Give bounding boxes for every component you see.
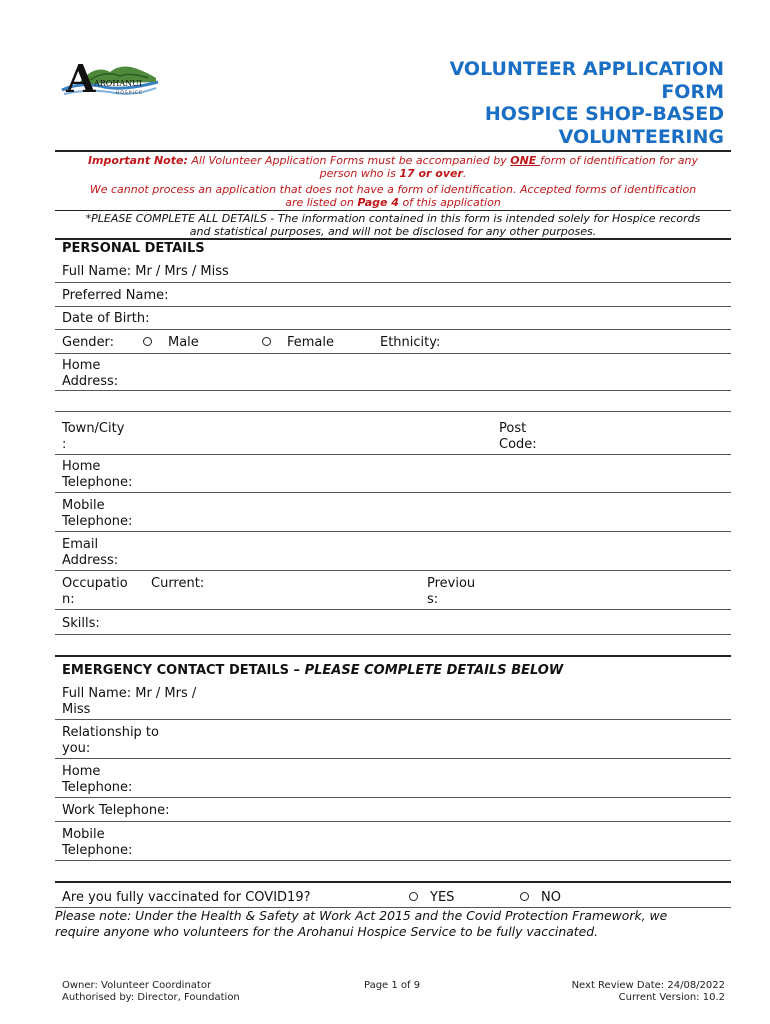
- gender-male-option[interactable]: Male: [143, 335, 199, 351]
- divider: [55, 655, 731, 657]
- work-telephone-label: Work Telephone:: [62, 803, 170, 818]
- email-address-field[interactable]: [55, 537, 731, 571]
- skills-label: Skills:: [62, 616, 100, 631]
- divider: [55, 881, 731, 883]
- covid-question: Are you fully vaccinated for COVID19?: [62, 890, 311, 905]
- emergency-contact-heading: EMERGENCY CONTACT DETAILS – PLEASE COMPLETE DETAILS BELOW: [62, 663, 564, 678]
- footer-page-number: Page 1 of 9: [364, 980, 421, 991]
- previous-occupation-label: Previou s:: [427, 576, 476, 607]
- dob-field[interactable]: [55, 311, 731, 330]
- relationship-field[interactable]: [55, 725, 731, 759]
- ethnicity-label: Ethnicity:: [380, 335, 441, 350]
- emergency-home-telephone-field[interactable]: [55, 764, 731, 798]
- town-city-label: Town/City :: [62, 421, 125, 452]
- id-note: We cannot process an application that does not have a form of identification. Accepted forms of identification are listed on Page 4 of this application: [89, 183, 697, 209]
- emergency-full-name-field[interactable]: [55, 686, 731, 720]
- preferred-name-field[interactable]: [55, 288, 731, 307]
- no-radio[interactable]: [520, 892, 529, 901]
- svg-text:A: A: [66, 56, 96, 100]
- divider: [55, 150, 731, 152]
- gender-label: Gender:: [62, 335, 115, 350]
- preferred-name-label: Preferred Name:: [62, 288, 169, 303]
- mobile-telephone-field[interactable]: [55, 498, 731, 532]
- footer-owner: Owner: Volunteer Coordinator Authorised by: Director, Foundation: [62, 980, 240, 1003]
- vaccination-note: Please note: Under the Health & Safety at Work Act 2015 and the Covid Protection Framework, we require anyone who volunteers for the Arohanui Hospice Service to be fully vaccinated.: [55, 908, 668, 939]
- gender-female-option[interactable]: Female: [262, 335, 334, 351]
- relationship-label: Relationship to you:: [62, 725, 159, 756]
- post-code-label: Post Code:: [499, 421, 537, 452]
- male-radio[interactable]: [143, 337, 152, 346]
- home-address-field[interactable]: [55, 358, 731, 391]
- mobile-telephone-label: Mobile Telephone:: [62, 498, 133, 529]
- svg-text:HOSPICE: HOSPICE: [116, 91, 143, 96]
- skills-field[interactable]: [55, 616, 731, 635]
- covid-no-option[interactable]: NO: [520, 890, 561, 906]
- dob-label: Date of Birth:: [62, 311, 150, 326]
- yes-radio[interactable]: [409, 892, 418, 901]
- home-address-label: Home Address:: [62, 358, 119, 389]
- divider: [55, 238, 731, 240]
- covid-yes-option[interactable]: YES: [409, 890, 454, 906]
- footer-version: Next Review Date: 24/08/2022 Current Version: 10.2: [571, 980, 725, 1003]
- occupation-label: Occupatio n:: [62, 576, 128, 607]
- home-telephone-label: Home Telephone:: [62, 459, 133, 490]
- important-note: Important Note: All Volunteer Application Forms must be accompanied by ONE form of identification for any person who is 17 or over.: [87, 154, 699, 180]
- gender-row: [55, 335, 731, 354]
- arohanui-hospice-logo: [60, 52, 160, 100]
- home-telephone-field[interactable]: [55, 459, 731, 493]
- emergency-mobile-telephone-label: Mobile Telephone:: [62, 827, 133, 858]
- covid-vaccination-row: [55, 890, 731, 908]
- form-title: VOLUNTEER APPLICATION FORM HOSPICE SHOP-BASED VOLUNTEERING: [449, 58, 724, 148]
- current-occupation-label: Current:: [151, 576, 205, 591]
- home-address-line-2[interactable]: [55, 392, 731, 412]
- emergency-mobile-telephone-field[interactable]: [55, 827, 731, 861]
- emergency-full-name-label: Full Name: Mr / Mrs / Miss: [62, 686, 197, 717]
- complete-details-note: *PLEASE COMPLETE ALL DETAILS - The information contained in this form is intended solely for Hospice records and statistical purposes, and will not be disclosed for any other purposes.: [85, 212, 701, 238]
- personal-details-heading: PERSONAL DETAILS: [62, 241, 205, 256]
- town-postcode-row[interactable]: [55, 421, 731, 455]
- full-name-field[interactable]: [55, 264, 731, 283]
- occupation-row[interactable]: [55, 576, 731, 610]
- emergency-home-telephone-label: Home Telephone:: [62, 764, 133, 795]
- full-name-label: Full Name: Mr / Mrs / Miss: [62, 264, 229, 279]
- email-address-label: Email Address:: [62, 537, 119, 568]
- divider: [55, 210, 731, 211]
- female-radio[interactable]: [262, 337, 271, 346]
- svg-text:AROHANUI: AROHANUI: [94, 79, 143, 88]
- work-telephone-field[interactable]: [55, 803, 731, 822]
